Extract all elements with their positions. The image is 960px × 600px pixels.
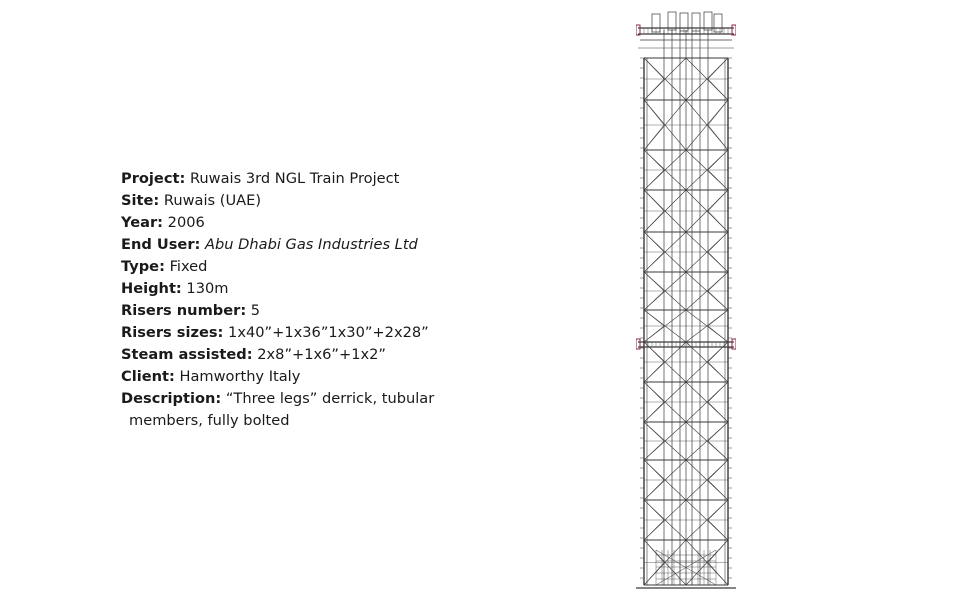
spec-label-site: Site: (121, 192, 160, 209)
spec-value-height: 130m (186, 280, 229, 297)
spec-value-client: Hamworthy Italy (179, 368, 301, 385)
spec-value-year: 2006 (167, 214, 205, 231)
spec-label-end-user: End User: (121, 236, 201, 253)
spec-label-risers-sizes: Risers sizes: (121, 324, 224, 341)
spec-row-height (121, 278, 434, 300)
spec-value-risers-sizes: 1x40”+1x36”1x30”+2x28” (228, 324, 429, 341)
spec-label-year: Year: (121, 214, 164, 231)
spec-row-description (121, 388, 434, 410)
spec-value-steam-assisted: 2x8”+1x6”+1x2” (257, 346, 386, 363)
spec-row-client (121, 366, 434, 388)
spec-label-type: Type: (121, 258, 165, 275)
spec-row-risers-number (121, 300, 434, 322)
spec-value-project: Ruwais 3rd NGL Train Project (189, 170, 400, 187)
derrick-tower-drawing (636, 10, 736, 590)
spec-value-site: Ruwais (UAE) (163, 192, 262, 209)
spec-row-risers-sizes (121, 322, 434, 344)
spec-row-project (121, 168, 434, 190)
spec-label-risers-number: Risers number: (121, 302, 247, 319)
spec-continuation-description: members, fully bolted (129, 412, 290, 429)
spec-row-steam-assisted (121, 344, 434, 366)
spec-row-site (121, 190, 434, 212)
spec-row-end-user (121, 234, 434, 256)
spec-label-height: Height: (121, 280, 182, 297)
spec-row-year (121, 212, 434, 234)
spec-label-client: Client: (121, 368, 175, 385)
spec-label-project: Project: (121, 170, 186, 187)
spec-value-risers-number: 5 (250, 302, 261, 319)
spec-value-type: Fixed (169, 258, 208, 275)
spec-row-type (121, 256, 434, 278)
spec-label-steam-assisted: Steam assisted: (121, 346, 253, 363)
project-specs (121, 168, 434, 432)
spec-label-description: Description: (121, 390, 222, 407)
spec-value-end-user: Abu Dhabi Gas Industries Ltd (205, 236, 418, 253)
spec-value-description: “Three legs” derrick, tubular (225, 390, 435, 407)
